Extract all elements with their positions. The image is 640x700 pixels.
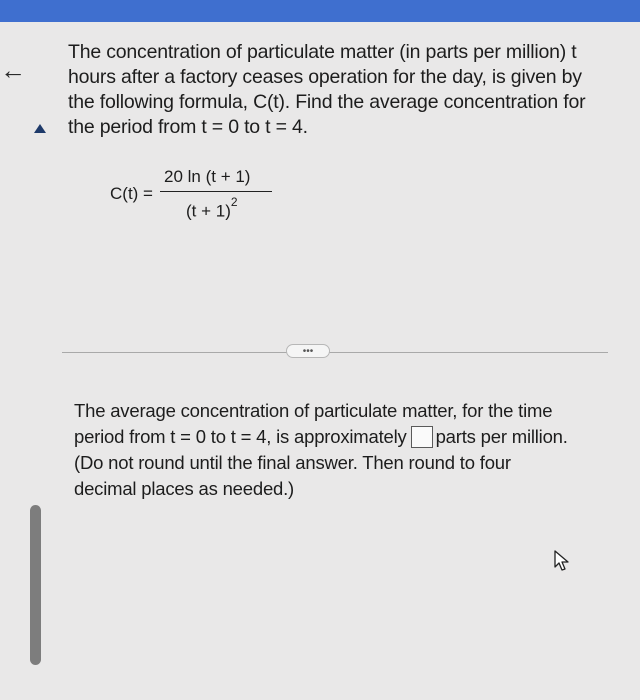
formula-lhs: C(t) = bbox=[110, 184, 153, 203]
back-arrow-icon[interactable]: ← bbox=[0, 55, 26, 85]
collapse-triangle-icon[interactable] bbox=[34, 124, 46, 133]
question-text: The concentration of particulate matter (in parts per million) t hours after a factory ceases operation for the day, is given by the following formula, C(t). Find the average concentration for the period from t = 0 to t = 4. bbox=[68, 41, 586, 138]
formula bbox=[110, 165, 310, 235]
answer-suffix: parts per million. bbox=[435, 426, 568, 447]
fraction-bar bbox=[160, 191, 272, 192]
formula-exponent: 2 bbox=[230, 195, 238, 209]
answer-section bbox=[74, 398, 574, 502]
formula-denominator: (t + 1) bbox=[186, 201, 231, 221]
formula-numerator: 20 ln (t + 1) bbox=[164, 167, 251, 186]
formula-denominator-wrap bbox=[186, 195, 238, 222]
rounding-note: (Do not round until the final answer. Then round to four decimal places as needed.) bbox=[74, 452, 511, 499]
top-bar bbox=[0, 0, 640, 22]
expand-button[interactable]: ••• bbox=[286, 344, 330, 358]
section-divider bbox=[62, 352, 608, 353]
answer-prefix: The average concentration of particulate matter, for the time period from t = 0 to t = 4, is approximately bbox=[74, 400, 553, 447]
scrollbar[interactable] bbox=[30, 505, 41, 665]
mouse-pointer-icon bbox=[552, 550, 572, 572]
answer-input[interactable] bbox=[411, 426, 433, 448]
